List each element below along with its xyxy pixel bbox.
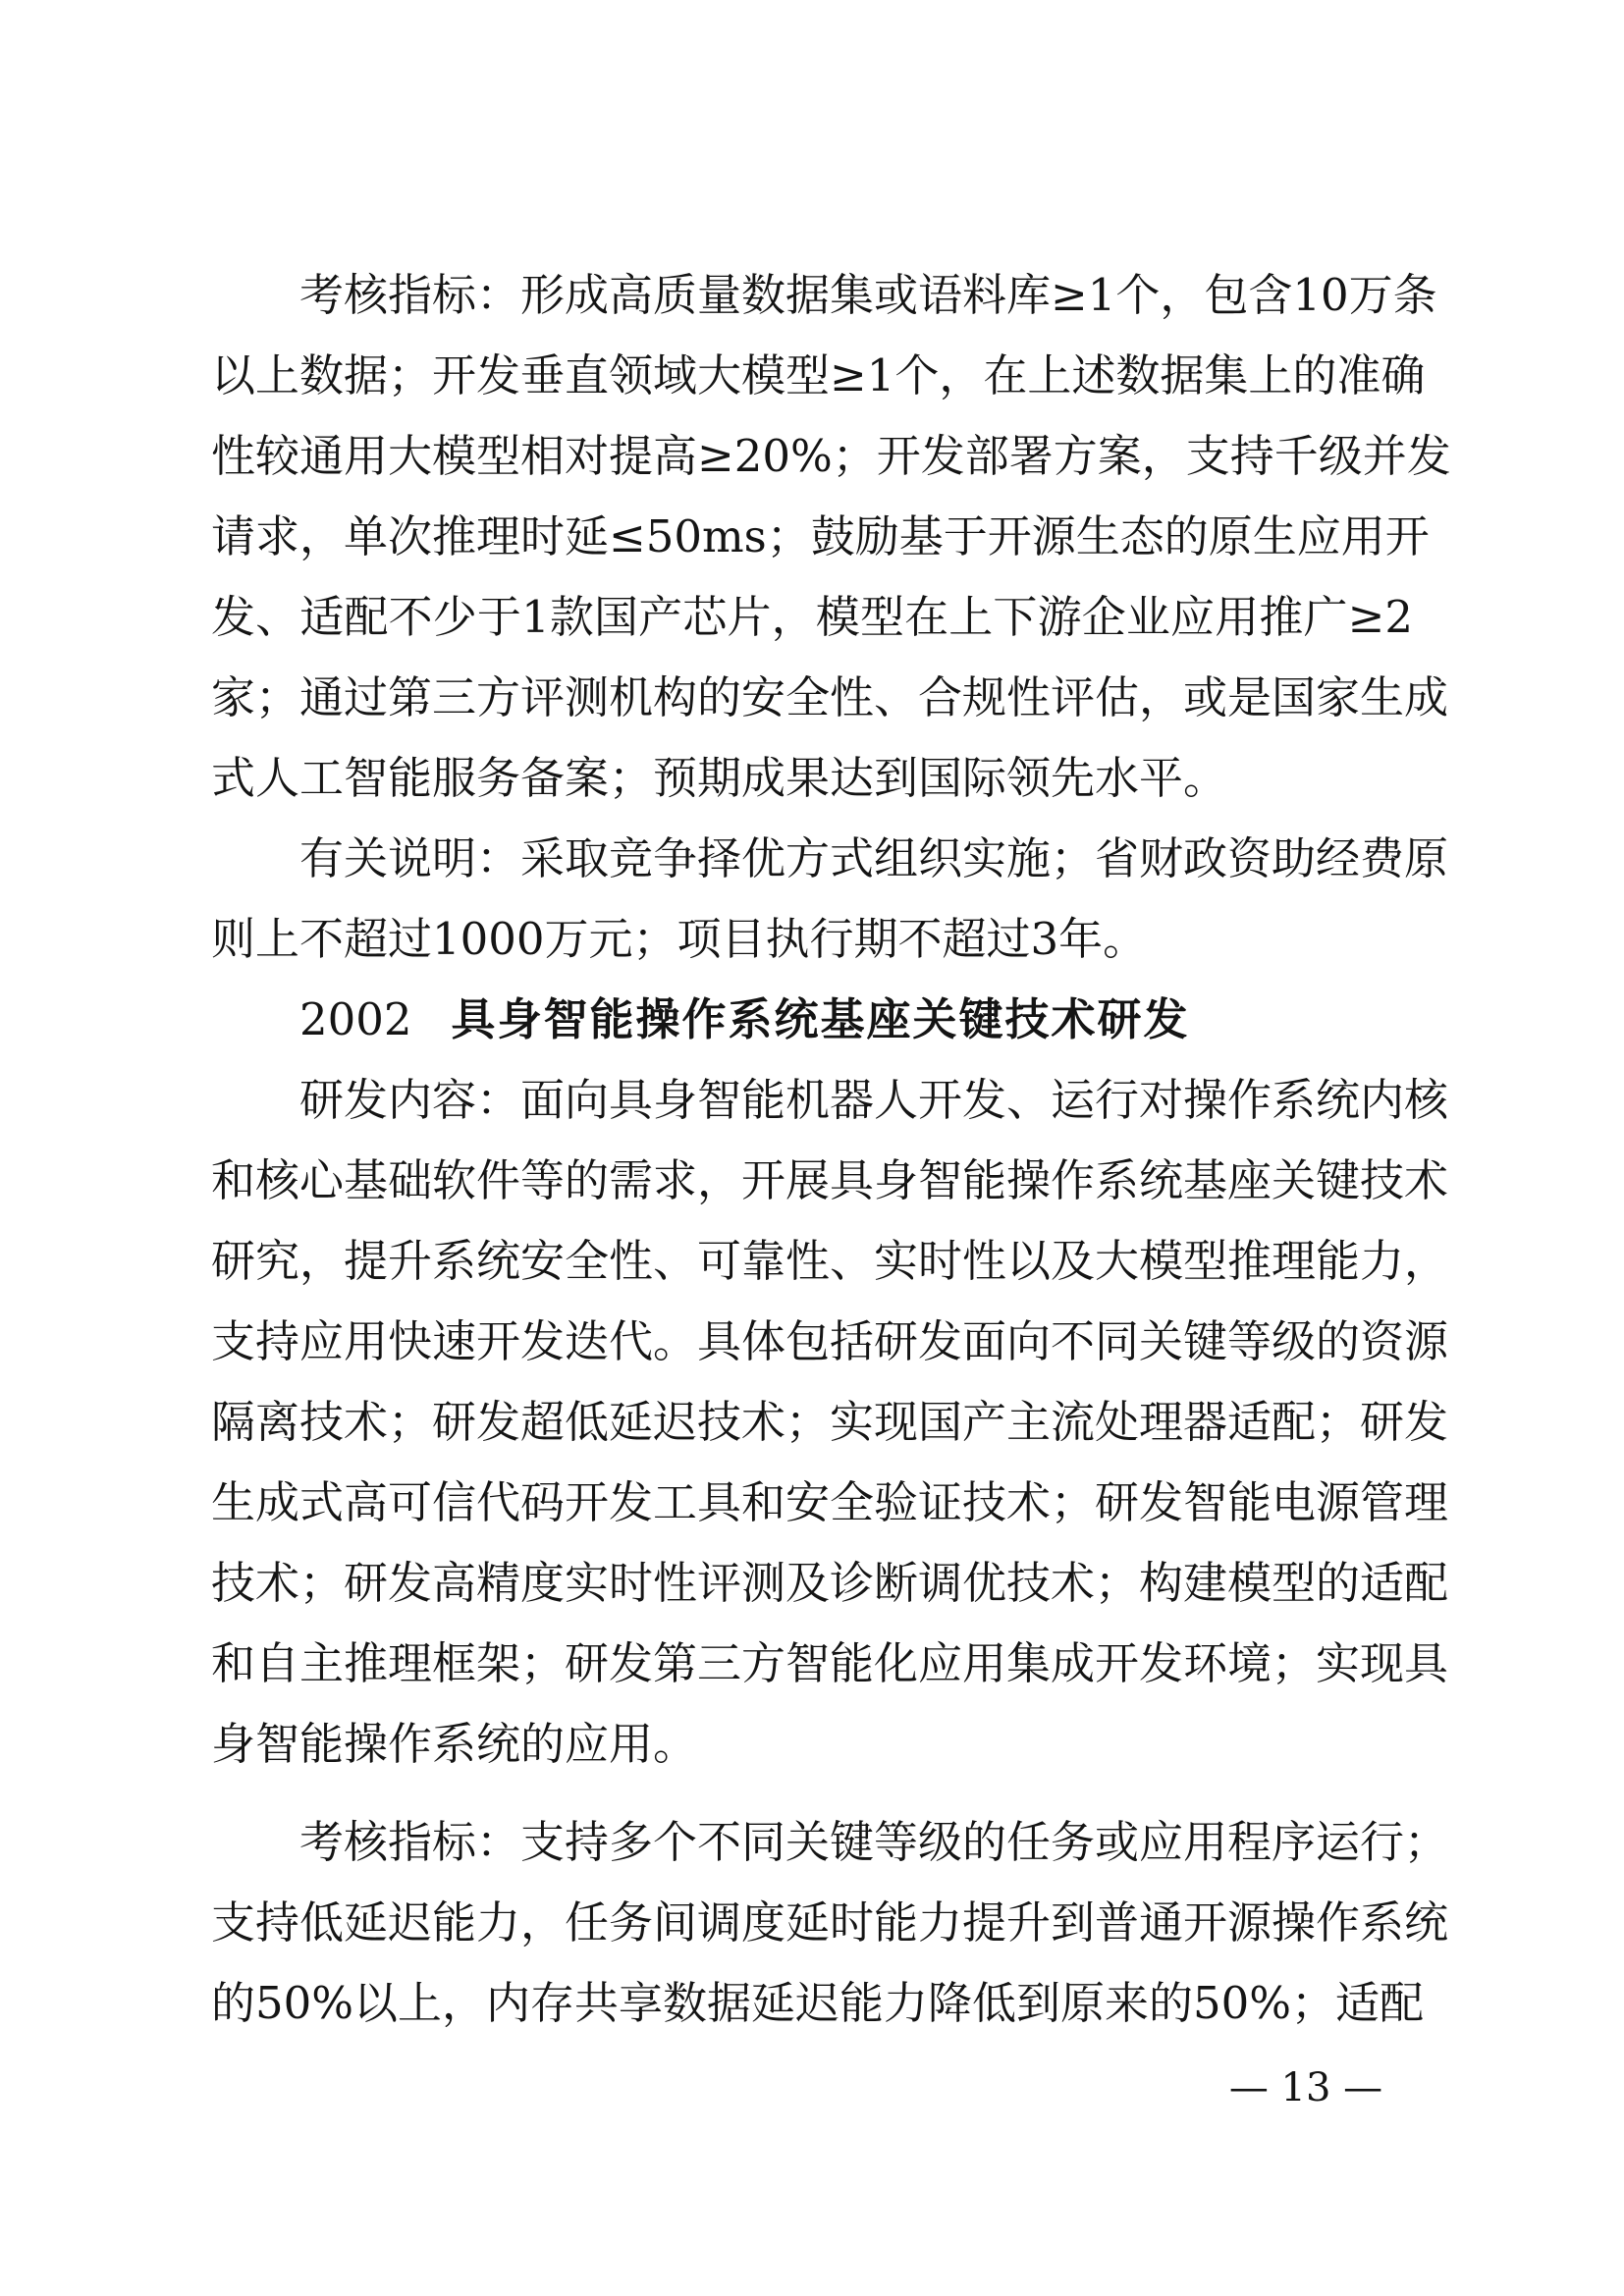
text-line: 考核指标：形成高质量数据集或语料库≥1个，包含10万条 bbox=[299, 269, 1437, 321]
text-line: 有关说明：采取竞争择优方式组织实施；省财政资助经费原 bbox=[299, 832, 1449, 884]
text-line: 请求，单次推理时延≤50ms；鼓励基于开源生态的原生应用开 bbox=[211, 510, 1430, 562]
text-line: 技术；研发高精度实时性评测及诊断调优技术；构建模型的适配 bbox=[211, 1557, 1449, 1609]
text-line: 身智能操作系统的应用。 bbox=[211, 1718, 698, 1770]
text-line: 和自主推理框架；研发第三方智能化应用集成开发环境；实现具 bbox=[211, 1637, 1449, 1689]
text-line: 性较通用大模型相对提高≥20%；开发部署方案，支持千级并发 bbox=[211, 430, 1451, 482]
text-line: 发、适配不少于1款国产芯片，模型在上下游企业应用推广≥2 bbox=[211, 591, 1413, 643]
text-line: 研发内容：面向具身智能机器人开发、运行对操作系统内核 bbox=[299, 1074, 1449, 1126]
text-line: 考核指标：支持多个不同关键等级的任务或应用程序运行； bbox=[299, 1816, 1449, 1868]
text-line: 支持低延迟能力，任务间调度延时能力提升到普通开源操作系统 bbox=[211, 1896, 1449, 1949]
text-line: 和核心基础软件等的需求，开展具身智能操作系统基座关键技术 bbox=[211, 1154, 1449, 1206]
section-code: 2002 bbox=[299, 993, 412, 1045]
text-line: 的50%以上，内存共享数据延迟能力降低到原来的50%；适配 bbox=[211, 1977, 1425, 2029]
section-title: 具身智能操作系统基座关键技术研发 bbox=[451, 993, 1190, 1045]
text-line: 式人工智能服务备案；预期成果达到国际领先水平。 bbox=[211, 752, 1228, 804]
page-number: — 13 — bbox=[1228, 2065, 1383, 2110]
text-line: 研究，提升系统安全性、可靠性、实时性以及大模型推理能力， bbox=[211, 1235, 1449, 1287]
section-heading bbox=[299, 980, 1190, 1060]
text-line: 则上不超过1000万元；项目执行期不超过3年。 bbox=[211, 913, 1148, 965]
text-line: 生成式高可信代码开发工具和安全验证技术；研发智能电源管理 bbox=[211, 1476, 1449, 1528]
text-line: 家；通过第三方评测机构的安全性、合规性评估，或是国家生成 bbox=[211, 671, 1449, 723]
text-line: 隔离技术；研发超低延迟技术；实现国产主流处理器适配；研发 bbox=[211, 1396, 1449, 1448]
text-line: 支持应用快速开发迭代。具体包括研发面向不同关键等级的资源 bbox=[211, 1315, 1449, 1367]
text-line: 以上数据；开发垂直领域大模型≥1个，在上述数据集上的准确 bbox=[211, 349, 1426, 401]
